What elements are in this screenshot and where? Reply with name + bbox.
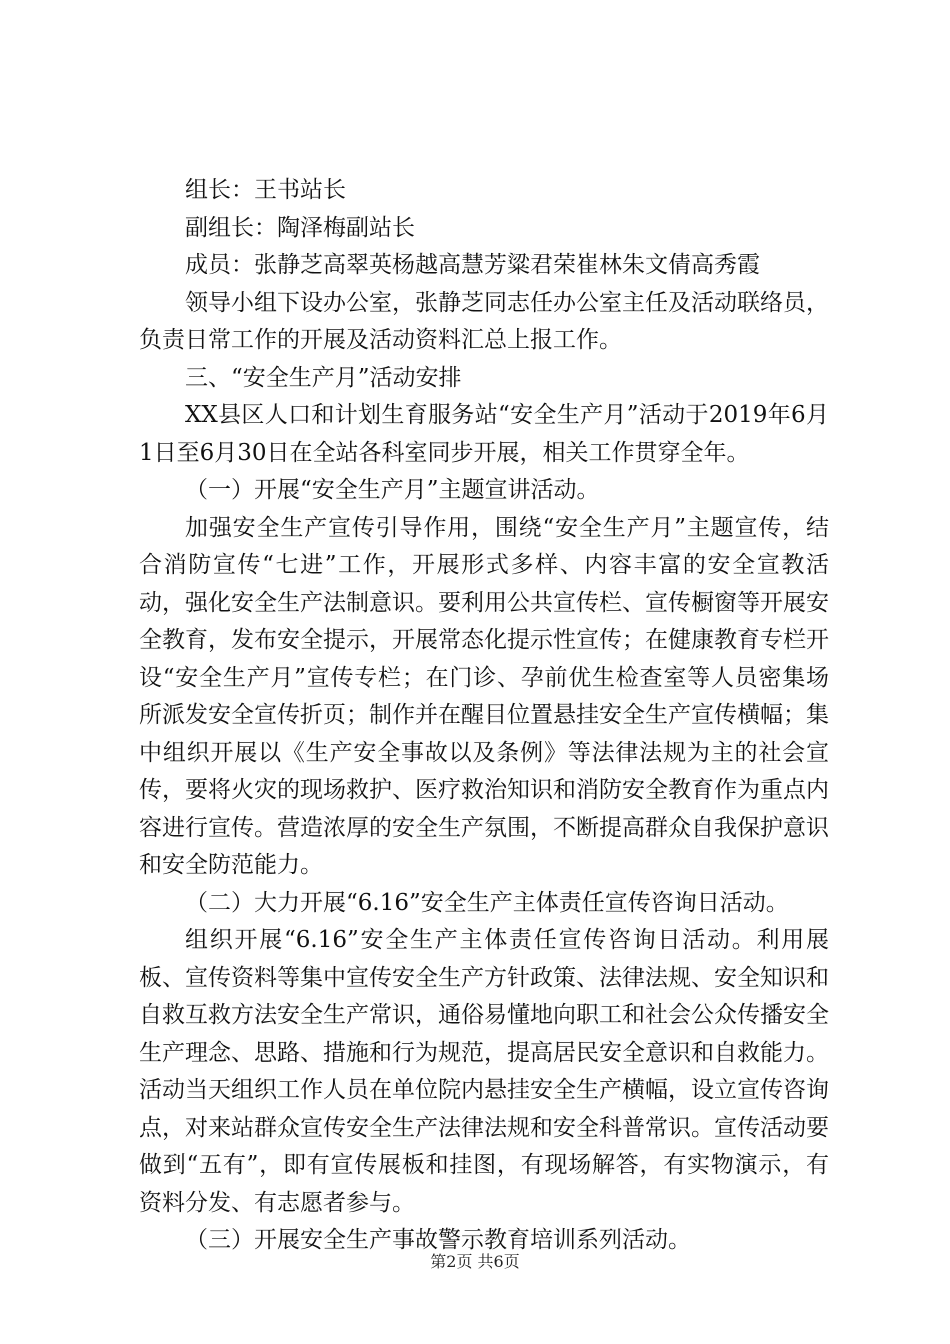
paragraph-office: 领导小组下设办公室，张静芝同志任办公室主任及活动联络员，负责日常工作的开展及活动资料汇总上报工作。: [139, 289, 829, 353]
section-heading-3: 三、“安全生产月”活动安排: [185, 364, 462, 391]
paragraph-publicity: 加强安全生产宣传引导作用，围绕“安全生产月”主题宣传，结合消防宣传“七进”工作，开展形式多样、内容丰富的安全宣教活动，强化安全生产法制意识。要利用公共宣传栏、宣传橱窗等开展安全教育，发布安全提示，开展常态化提示性宣传；在健康教育专栏开设“安全生产月”宣传专栏；在门诊、孕前优生检查室等人员密集场所派发安全宣传折页；制作并在醒目位置悬挂安全生产宣传横幅；集中组织开展以《生产安全事故以及条例》等法律法规为主的社会宣传，要将火灾的现场救护、医疗救治知识和消防安全教育作为重点内容进行宣传。营造浓厚的安全生产氛围，不断提高群众自我保护意识和安全防范能力。: [139, 514, 829, 878]
document-body: [139, 172, 829, 1260]
page-footer: 第2页 共6页: [430, 1252, 520, 1271]
paragraph-members: 成员：张静芝高翠英杨越高慧芳粱君荣崔林朱文倩高秀霞: [185, 252, 760, 278]
subheading-2: （二）大力开展“6.16”安全生产主体责任宣传咨询日活动。: [185, 889, 789, 916]
paragraph-deputy-leader: 副组长：陶泽梅副站长: [185, 214, 415, 241]
subheading-1: （一）开展“安全生产月”主题宣讲活动。: [185, 477, 600, 503]
paragraph-consultation-day: 组织开展“6.16”安全生产主体责任宣传咨询日活动。利用展板、宣传资料等集中宣传安全生产方针政策、法律法规、安全知识和自救互救方法安全生产常识，通俗易懂地向职工和社会公众传播安全生产理念、思路、措施和行为规范，提高居民安全意识和自救能力。活动当天组织工作人员在单位院内悬挂安全生产横幅，设立宣传咨询点，对来站群众宣传安全生产法律法规和安全科普常识。宣传活动要做到“五有”，即有宣传展板和挂图，有现场解答，有实物演示，有资料分发、有志愿者参与。: [139, 927, 829, 1216]
subheading-3: （三）开展安全生产事故警示教育培训系列活动。: [185, 1227, 691, 1253]
paragraph-schedule: XX县区人口和计划生育服务站“安全生产月”活动于2019年6月1日至6月30日在全站各科室同步开展，相关工作贯穿全年。: [139, 402, 829, 466]
paragraph-group-leader: 组长：王书站长: [185, 177, 346, 203]
